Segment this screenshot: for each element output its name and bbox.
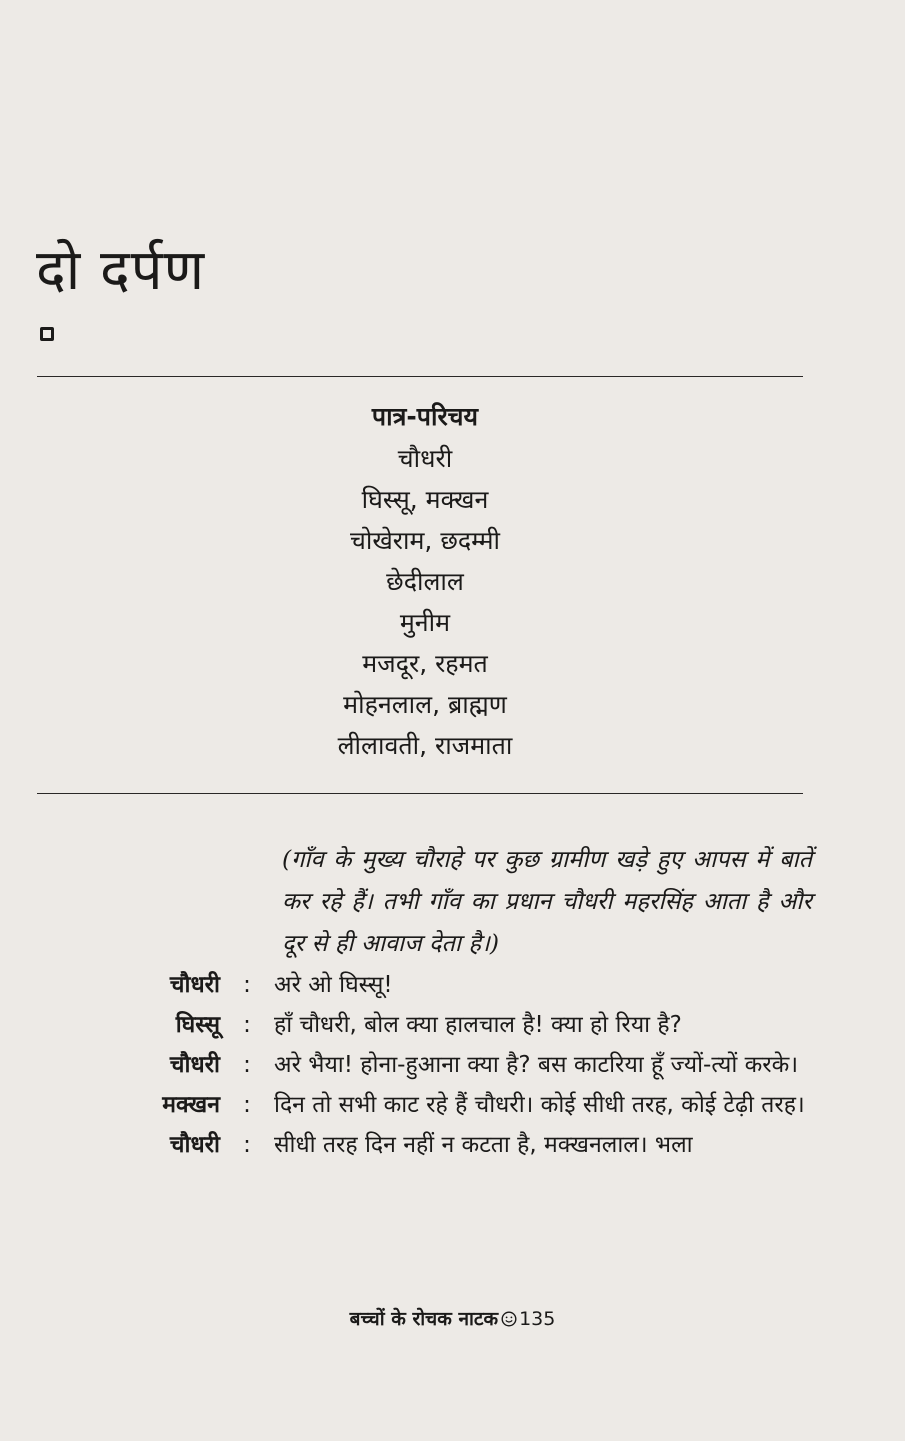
cast-item: घिस्सू, मक्खन <box>361 485 489 514</box>
dialogue-line <box>120 1125 810 1165</box>
stage-direction: (गाँव के मुख्य चौराहे पर कुछ ग्रामीण खड़े हुए आपस में बातें कर रहे हैं। तभी गाँव का प्रधान चौधरी महरसिंह आता है और दूर से ही आवाज देता है।) <box>282 845 812 957</box>
speaker-colon: : <box>243 1092 251 1118</box>
speech-text: दिन तो सभी काट रहे हैं चौधरी। कोई सीधी तरह, कोई टेढ़ी तरह। <box>274 1092 805 1118</box>
cast-item: चौधरी <box>397 444 453 473</box>
speaker-colon: : <box>243 1132 251 1158</box>
speaker-name: मक्खन <box>162 1092 220 1118</box>
speaker-colon: : <box>243 1052 251 1078</box>
page-footer <box>0 1305 905 1331</box>
chapter-title: दो दर्पण <box>36 238 206 303</box>
dialogue-line <box>120 965 810 1005</box>
cast-item: मुनीम <box>399 608 451 637</box>
speech-text: अरे भैया! होना-हुआना क्या है? बस काटरिया हूँ ज्यों-त्यों करके। <box>274 1052 799 1078</box>
bottom-divider <box>37 793 803 794</box>
cast-item: मोहनलाल, ब्राह्मण <box>343 690 507 719</box>
speaker-colon: : <box>243 972 251 998</box>
speaker-name: घिस्सू <box>175 1012 220 1038</box>
speech-text: अरे ओ घिस्सू! <box>274 972 393 998</box>
dialogue <box>120 965 810 1165</box>
speech-text: सीधी तरह दिन नहीं न कटता है, मक्खनलाल। भला <box>274 1132 693 1158</box>
page-number: 135 <box>519 1308 556 1330</box>
dialogue-line <box>120 1045 810 1085</box>
dialogue-line <box>120 1005 810 1045</box>
speaker-colon: : <box>243 1012 251 1038</box>
cast-item: मजदूर, रहमत <box>362 649 488 678</box>
dialogue-line <box>120 1085 810 1125</box>
cast-item: छेदीलाल <box>386 567 464 596</box>
cast-list <box>200 396 650 766</box>
speaker-name: चौधरी <box>169 972 220 998</box>
cast-heading: पात्र-परिचय <box>371 402 479 431</box>
cast-item: चोखेराम, छदम्मी <box>349 526 501 555</box>
speaker-name: चौधरी <box>169 1132 220 1158</box>
cast-item: लीलावती, राजमाता <box>337 731 513 760</box>
speaker-name: चौधरी <box>169 1052 220 1078</box>
speech-text: हाँ चौधरी, बोल क्या हालचाल है! क्या हो रिया है? <box>274 1012 682 1038</box>
smiley-icon <box>501 1311 517 1327</box>
square-bullet-icon <box>40 327 54 341</box>
book-title: बच्चों के रोचक नाटक <box>349 1308 499 1330</box>
top-divider <box>37 376 803 377</box>
